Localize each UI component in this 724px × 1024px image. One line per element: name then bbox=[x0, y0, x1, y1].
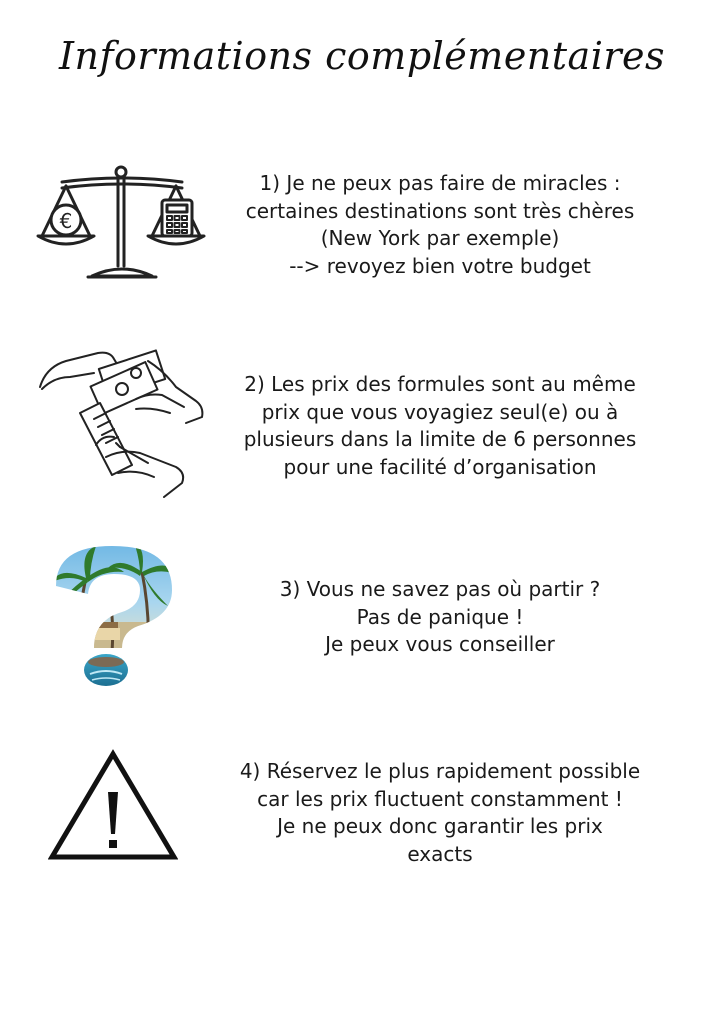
info-line: plusieurs dans la limite de 6 personnes bbox=[243, 427, 637, 451]
info-line: Je ne peux donc garantir les prix bbox=[277, 814, 603, 838]
balance-scale-icon bbox=[36, 158, 208, 283]
info-item-3 bbox=[0, 540, 724, 690]
info-line: Pas de panique ! bbox=[356, 604, 524, 629]
info-line: prix que vous voyagiez seul(e) ou à bbox=[261, 399, 619, 424]
info-line: (New York par exemple) bbox=[320, 226, 560, 250]
info-item-2 bbox=[0, 345, 724, 505]
hands-exchange-money-icon bbox=[36, 347, 208, 505]
info-line: pour une facilité d’organisation bbox=[283, 454, 597, 479]
info-text-3 bbox=[220, 576, 660, 659]
question-mark-tropical-icon bbox=[50, 542, 178, 688]
info-line: 3) Vous ne savez pas où partir ? bbox=[279, 577, 601, 601]
info-line: 4) Réservez le plus rapidement possible bbox=[239, 759, 641, 783]
warning-triangle-icon bbox=[48, 748, 178, 862]
info-item-1 bbox=[0, 150, 724, 290]
info-item-4 bbox=[0, 740, 724, 870]
info-line: car les prix fluctuent constamment ! bbox=[257, 786, 623, 811]
info-text-2 bbox=[220, 371, 660, 481]
info-line: Je peux vous conseiller bbox=[325, 632, 555, 656]
info-text-1 bbox=[220, 170, 660, 280]
info-line: certaines destinations sont très chères bbox=[245, 198, 635, 223]
page-title: Informations complémentaires bbox=[58, 34, 666, 78]
info-line: --> revoyez bien votre budget bbox=[289, 253, 591, 278]
info-line: 1) Je ne peux pas faire de miracles : bbox=[259, 171, 621, 195]
info-line: 2) Les prix des formules sont au même bbox=[244, 372, 636, 396]
info-text-4 bbox=[220, 758, 660, 868]
info-line: exacts bbox=[407, 841, 473, 866]
svg-text:€: € bbox=[59, 209, 73, 233]
